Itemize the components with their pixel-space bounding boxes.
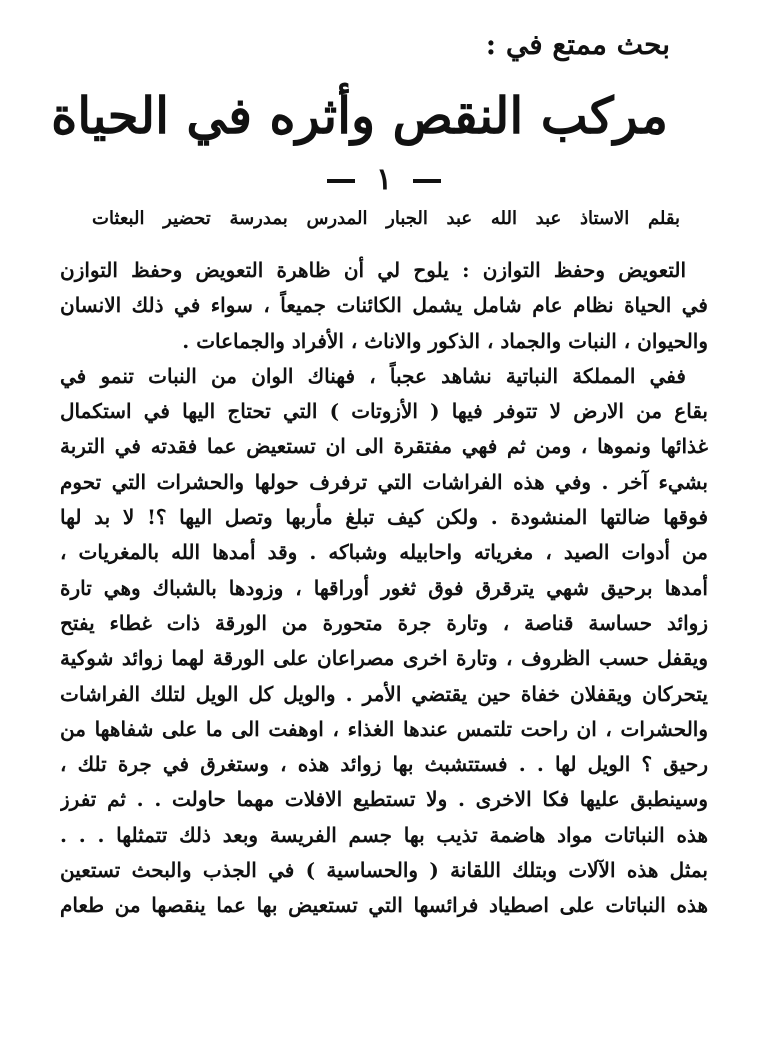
- body-line: من أدوات الصيد ، مغرياته واحابيله وشباكه . وقد أمدها الله بالمغريات ،: [60, 540, 708, 565]
- dash-right: [327, 179, 355, 183]
- body-line: ويقفل حسب الظروف ، وتارة اخرى مصراعان على الورقة لهما زوائد شوكية: [60, 646, 708, 671]
- body-line: والحشرات ، ان راحت تلتمس عندها الغذاء ، اوهفت الى ما على شفاهها من: [60, 716, 708, 741]
- body-line: وسينطبق عليها فكا الاخرى . ولا تستطيع الافلات مهما حاولت . . ثم تفرز: [60, 787, 708, 812]
- body-line: هذه النباتات على اصطياد فرائسها التي تستعيض بها عما ينقصها من طعام: [60, 893, 708, 918]
- body-line: التعويض وحفظ التوازن : يلوح لي أن ظاهرة التعويض وحفظ التوازن: [60, 258, 686, 282]
- body-line: في الحياة نظام عام شامل يشمل الكائنات جميعاً ، سواء في ذلك الانسان: [60, 293, 708, 318]
- body-line: غذائها ونموها ، ومن ثم فهي مفتقرة الى ان تستعيض عما فقدته في التربة: [60, 434, 708, 459]
- body-line: بقاع من الارض لا تتوفر فيها ( الأزوتات ) التي تحتاج اليها في استكمال: [60, 399, 708, 424]
- body-line: هذه النباتات مواد هاضمة تذيب بها جسم الفريسة وبعد ذلك تتمثلها . . .: [60, 822, 708, 847]
- part-number-value: ١: [375, 162, 393, 197]
- body-line: والحيوان ، النبات والجماد ، الذكور والاناث ، الأفراد والجماعات .: [182, 328, 708, 353]
- body-line: بمثل هذه الآلات وبتلك اللقانة ( والحساسية ) في الجذب والبحث تستعين: [60, 858, 708, 883]
- body-line: يتحركان ويقفلان خفاة حين يقتضي الأمر . والويل كل الويل لتلك الفراشات: [60, 681, 708, 706]
- body-line: فوقها ضالتها المنشودة . ولكن كيف تبلغ مأربها وتصل اليها ؟! لا بد لها: [60, 505, 708, 530]
- body-line: أمدها برحيق شهي يترقرق فوق ثغور أوراقها ، وزودها بالشباك وهي تارة: [60, 575, 708, 600]
- article-body: [60, 253, 708, 924]
- body-line: رحيق ؟ الويل لها . . فستتشبث بها زوائد هذه ، وستغرق في جرة تلك ،: [60, 752, 708, 777]
- dash-left: [413, 179, 441, 183]
- body-line: زوائد حساسة قناصة ، وتارة جرة متحورة من الورقة ذات غطاء يفتح: [60, 610, 708, 635]
- part-number: [300, 162, 468, 197]
- section-kicker: بحث ممتع في :: [485, 28, 670, 61]
- article-title: مركب النقص وأثره في الحياة: [51, 86, 668, 145]
- body-line: ففي المملكة النباتية نشاهد عجباً ، فهناك الوان من النبات تنمو في: [60, 363, 686, 388]
- body-line: بشيء آخر . وفي هذه الفراشات التي ترفرف حولها والحشرات التي تحوم: [60, 469, 708, 494]
- author-byline: بقلم الاستاذ عبد الله عبد الجبار المدرس بمدرسة تحضير البعثات: [92, 208, 680, 229]
